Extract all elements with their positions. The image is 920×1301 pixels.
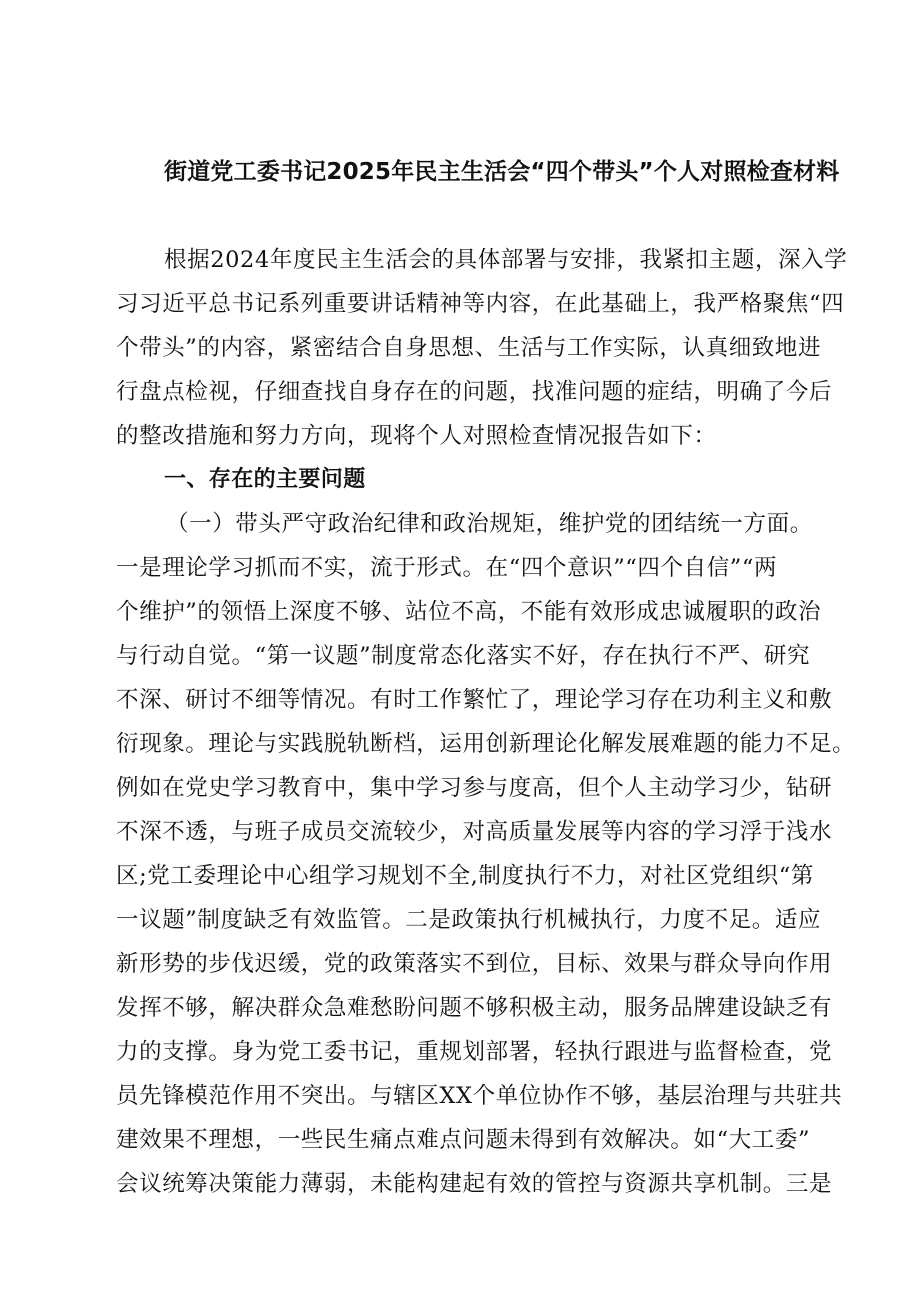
body-line: 新形势的步伐迟缓，党的政策落实不到位，目标、效果与群众导向作用: [116, 951, 833, 977]
document-body: [116, 238, 856, 1206]
body-line: 建效果不理想，一些民生痛点难点问题未得到有效解决。如“大工委”: [116, 1127, 811, 1153]
body-line: 区;党工委理论中心组学习规划不全,制度执行不力，对社区党组织“第: [116, 863, 814, 889]
body-line: 不深不透，与班子成员交流较少，对高质量发展等内容的学习浮于浅水: [116, 819, 833, 845]
intro-line: 根据2024年度民主生活会的具体部署与安排，我紧扣主题，深入学: [164, 247, 848, 273]
body-line: 发挥不够，解决群众急难愁盼问题不够积极主动，服务品牌建设缺乏有: [116, 995, 833, 1021]
body-line: 一议题”制度缺乏有效监管。二是政策执行机械执行，力度不足。适应: [116, 907, 822, 933]
body-line: 与行动自觉。“第一议题”制度常态化落实不好，存在执行不严、研究: [116, 643, 811, 669]
body-line: 力的支撑。身为党工委书记，重规划部署，轻执行跟进与监督检查，党: [116, 1039, 833, 1065]
intro-line: 行盘点检视，仔细查找自身存在的问题，找准问题的症结，明确了今后: [116, 379, 833, 405]
body-line: 员先锋模范作用不突出。与辖区XX个单位协作不够，基层治理与共驻共: [116, 1083, 843, 1109]
body-line: 衍现象。理论与实践脱轨断档，运用创新理论化解发展难题的能力不足。: [116, 731, 856, 757]
body-line: 例如在党史学习教育中，集中学习参与度高，但个人主动学习少，钻研: [116, 775, 833, 801]
body-line: 会议统筹决策能力薄弱，未能构建起有效的管控与资源共享机制。三是: [116, 1171, 833, 1197]
document-title: 街道党工委书记2025年民主生活会“四个带头”个人对照检查材料: [164, 159, 840, 185]
body-line: 不深、研讨不细等情况。有时工作繁忙了，理论学习存在功利主义和敷: [116, 687, 833, 713]
subsection-heading: （一）带头严守政治纪律和政治规矩，维护党的团结统一方面。: [166, 511, 813, 537]
intro-line: 个带头”的内容，紧密结合自身思想、生活与工作实际，认真细致地进: [116, 335, 822, 361]
intro-line: 的整改措施和努力方向，现将个人对照检查情况报告如下：: [116, 423, 717, 449]
intro-line: 习习近平总书记系列重要讲话精神等内容，在此基础上，我严格聚焦“四: [116, 291, 845, 317]
body-line: 个维护”的领悟上深度不够、站位不高，不能有效形成忠诚履职的政治: [116, 599, 822, 625]
section-heading: 一、存在的主要问题: [164, 467, 366, 492]
body-line: 一是理论学习抓而不实，流于形式。在“四个意识”“四个自信”“两: [116, 555, 778, 581]
